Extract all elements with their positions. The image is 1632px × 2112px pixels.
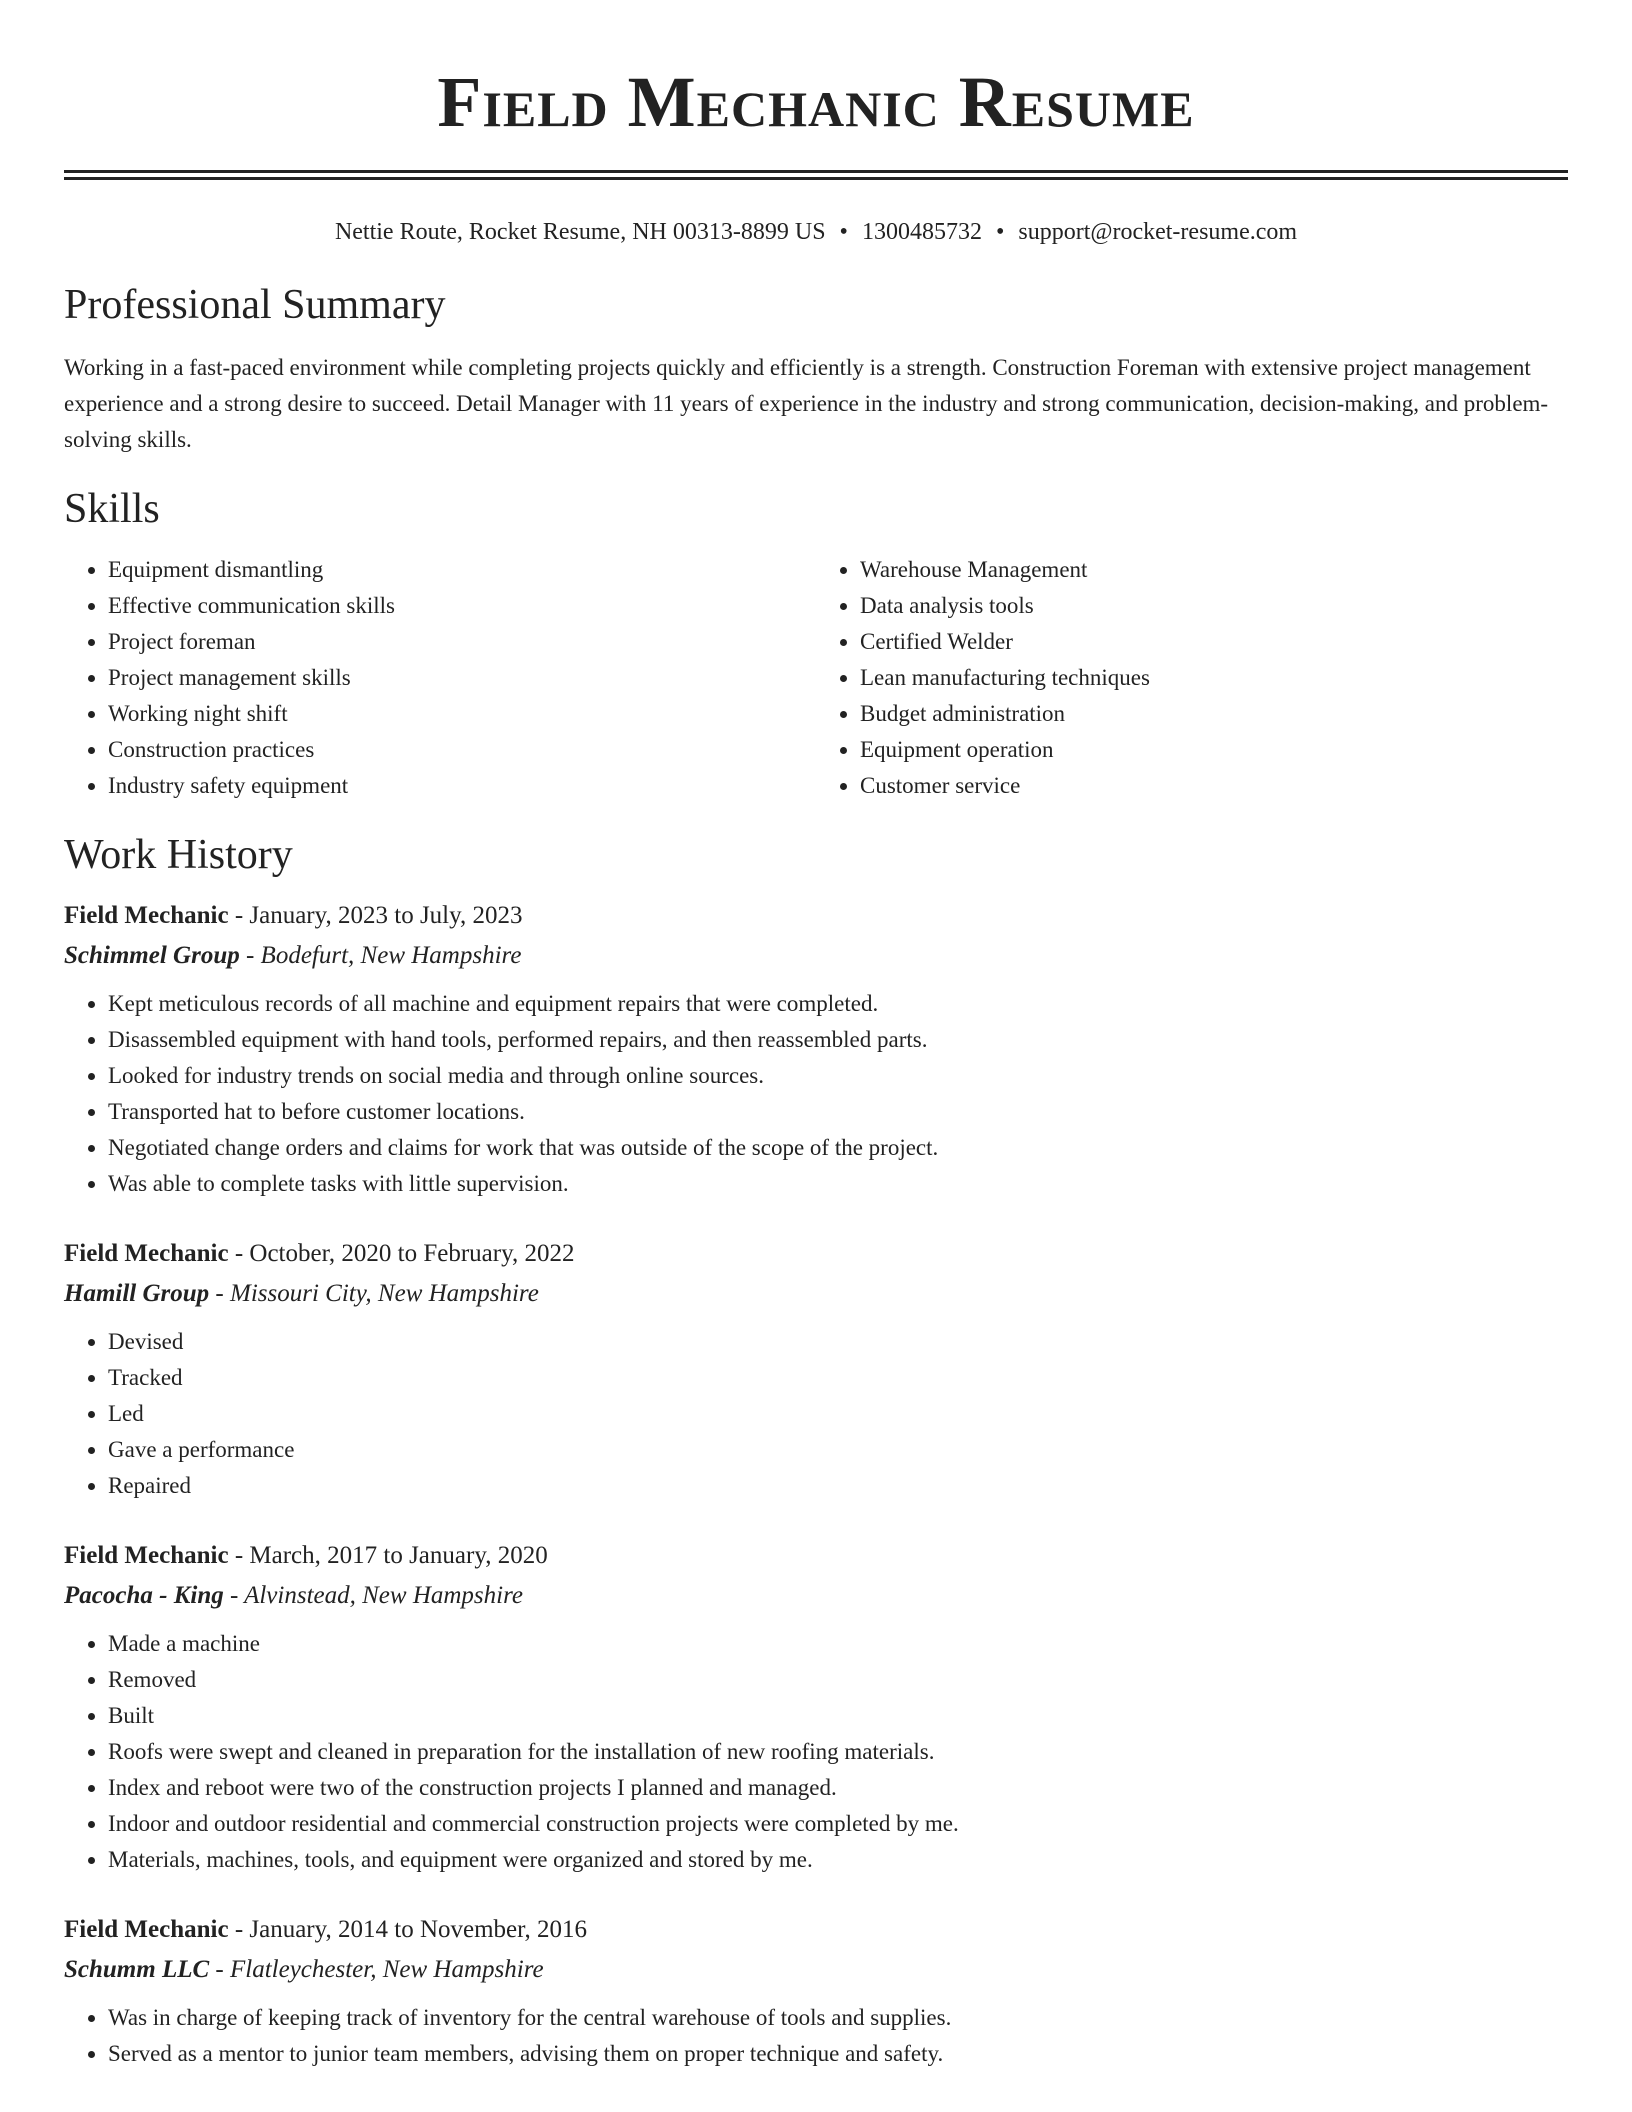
job-location: - Alvinstead, New Hampshire <box>223 1582 523 1609</box>
job-entry <box>64 1910 1568 2072</box>
job-bullet: • Removed <box>108 1662 1568 1698</box>
skills-heading: Skills <box>64 486 160 532</box>
job-company: Schimmel Group <box>64 942 240 969</box>
contact-separator: • <box>995 219 1005 245</box>
job-bullet: • Was in charge of keeping track of inventory for the central warehouse of tools and supplies. <box>108 2000 1568 2036</box>
job-bullet: • Made a machine <box>108 1626 1568 1662</box>
job-bullets <box>64 1626 1568 1878</box>
contact-email[interactable]: support@rocket-resume.com <box>1018 219 1298 245</box>
skill-item: • Construction practices <box>108 732 816 768</box>
job-dates: - March, 2017 to January, 2020 <box>228 1542 548 1569</box>
job-role: Field Mechanic <box>64 1240 229 1267</box>
skill-item: • Lean manufacturing techniques <box>860 660 1568 696</box>
job-bullet: • Materials, machines, tools, and equipment were organized and stored by me. <box>108 1842 1568 1878</box>
job-role: Field Mechanic <box>64 1916 229 1943</box>
job-bullet: • Repaired <box>108 1468 1568 1504</box>
job-bullet: • Looked for industry trends on social media and through online sources. <box>108 1058 1568 1094</box>
skill-item: • Effective communication skills <box>108 588 816 624</box>
job-entry <box>64 1536 1568 1878</box>
job-company: Schumm LLC <box>64 1956 210 1983</box>
job-bullet: • Built <box>108 1698 1568 1734</box>
job-title-line <box>64 1910 1568 1950</box>
job-title-line <box>64 896 1568 936</box>
job-title-line <box>64 1234 1568 1274</box>
skill-item: • Equipment operation <box>860 732 1568 768</box>
title-divider <box>64 170 1568 180</box>
skill-item: • Certified Welder <box>860 624 1568 660</box>
skill-item: • Warehouse Management <box>860 552 1568 588</box>
job-bullet: • Negotiated change orders and claims for work that was outside of the scope of the project. <box>108 1130 1568 1166</box>
page-title: Field Mechanic Resume <box>437 62 1195 142</box>
skills-list-right <box>816 552 1568 804</box>
job-bullet: • Transported hat to before customer locations. <box>108 1094 1568 1130</box>
job-company-line <box>64 936 1568 976</box>
job-bullet: • Tracked <box>108 1360 1568 1396</box>
contact-phone: 1300485732 <box>861 219 982 245</box>
skill-item: • Data analysis tools <box>860 588 1568 624</box>
job-bullet: • Disassembled equipment with hand tools, performed repairs, and then reassembled parts. <box>108 1022 1568 1058</box>
job-bullet: • Kept meticulous records of all machine and equipment repairs that were completed. <box>108 986 1568 1022</box>
job-bullet: • Roofs were swept and cleaned in preparation for the installation of new roofing materials. <box>108 1734 1568 1770</box>
skill-item: • Project management skills <box>108 660 816 696</box>
skill-item: • Industry safety equipment <box>108 768 816 804</box>
job-dates: - January, 2014 to November, 2016 <box>228 1916 587 1943</box>
job-location: - Flatleychester, New Hampshire <box>209 1956 544 1983</box>
job-bullets <box>64 2000 1568 2072</box>
job-location: - Missouri City, New Hampshire <box>209 1280 539 1307</box>
job-company-line <box>64 1274 1568 1314</box>
job-bullet: • Served as a mentor to junior team members, advising them on proper technique and safety. <box>108 2036 1568 2072</box>
job-bullets <box>64 986 1568 1202</box>
job-dates: - October, 2020 to February, 2022 <box>228 1240 575 1267</box>
job-title-line <box>64 1536 1568 1576</box>
skill-item: • Project foreman <box>108 624 816 660</box>
job-dates: - January, 2023 to July, 2023 <box>228 902 523 929</box>
skill-item: • Working night shift <box>108 696 816 732</box>
job-company: Pacocha - King <box>64 1582 224 1609</box>
summary-text: Working in a fast-paced environment while completing projects quickly and efficiently is a strength. Construction Foreman with extensive project management experience and a strong desire to succeed. Detail Manager with 11 years of experience in the industry and strong communication, decision-making, and problem-solving skills. <box>64 355 1549 452</box>
job-role: Field Mechanic <box>64 1542 229 1569</box>
job-location: - Bodefurt, New Hampshire <box>239 942 522 969</box>
job-company: Hamill Group <box>64 1280 210 1307</box>
skills-columns <box>64 552 1568 804</box>
contact-line <box>64 216 1568 248</box>
summary-heading: Professional Summary <box>64 282 446 328</box>
contact-address: Nettie Route, Rocket Resume, NH 00313-8899 US <box>334 219 826 245</box>
job-entry <box>64 1234 1568 1504</box>
job-bullet: • Led <box>108 1396 1568 1432</box>
job-bullet: • Indoor and outdoor residential and commercial construction projects were completed by me. <box>108 1806 1568 1842</box>
job-bullet: • Devised <box>108 1324 1568 1360</box>
job-bullet: • Index and reboot were two of the construction projects I planned and managed. <box>108 1770 1568 1806</box>
job-role: Field Mechanic <box>64 902 229 929</box>
skill-item: • Budget administration <box>860 696 1568 732</box>
job-bullets <box>64 1324 1568 1504</box>
job-entry <box>64 896 1568 1202</box>
job-bullet: • Gave a performance <box>108 1432 1568 1468</box>
skill-item: • Equipment dismantling <box>108 552 816 588</box>
contact-separator: • <box>839 219 848 245</box>
skills-list-left <box>64 552 816 804</box>
skill-item: • Customer service <box>860 768 1568 804</box>
work-history-heading: Work History <box>64 832 293 878</box>
job-company-line <box>64 1576 1568 1616</box>
job-bullet: • Was able to complete tasks with little supervision. <box>108 1166 1568 1202</box>
job-company-line <box>64 1950 1568 1990</box>
